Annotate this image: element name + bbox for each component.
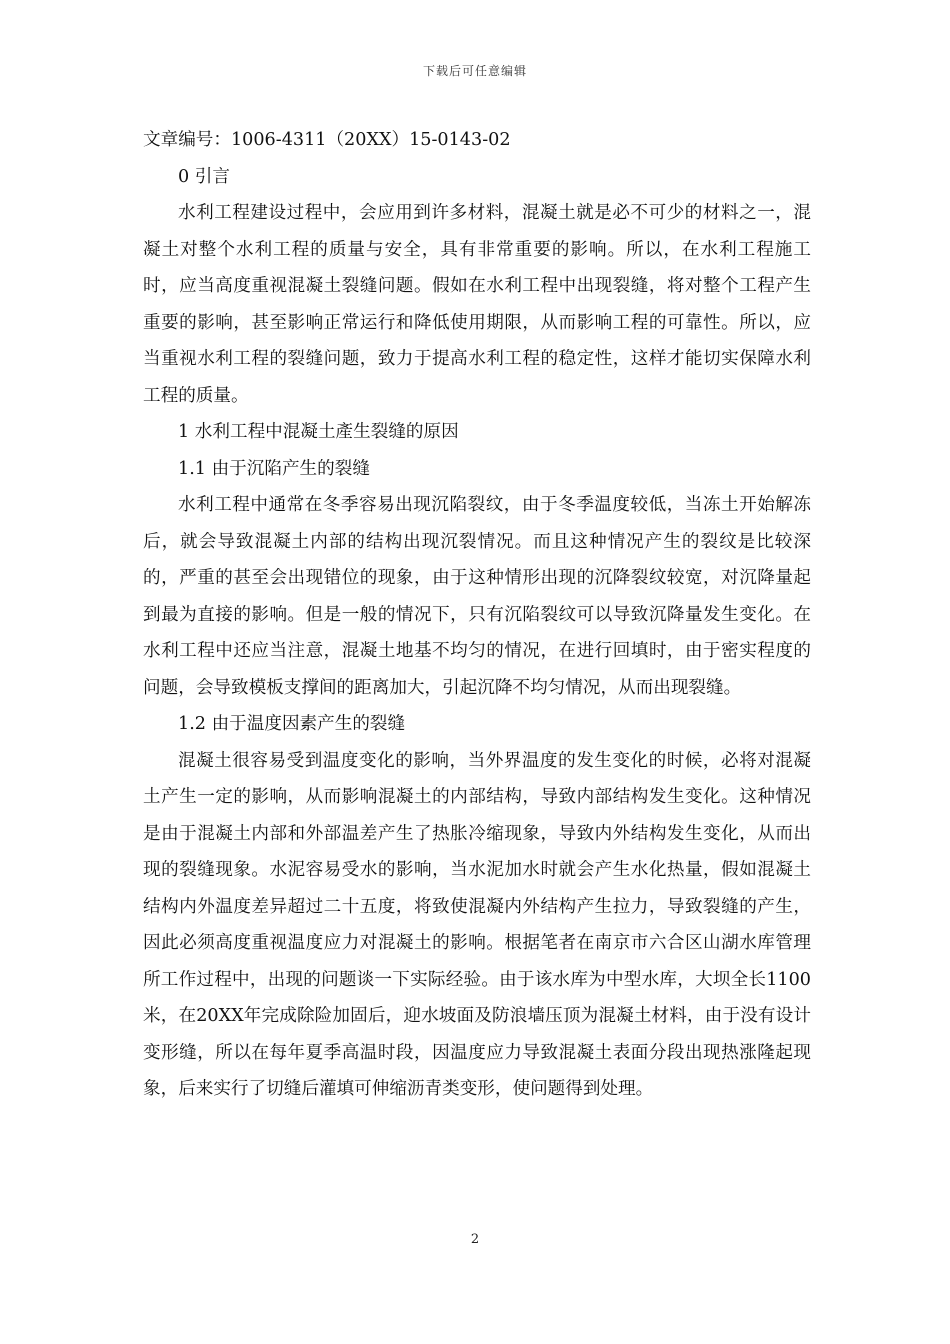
section-1-1-heading: 1.1 由于沉陷产生的裂缝: [178, 458, 370, 479]
page-number: 2: [470, 1232, 480, 1247]
section-0-paragraph: 水利工程建设过程中，会应用到许多材料，混凝土就是必不可少的材料之一，混凝土对整个水利工程的质量与安全，具有非常重要的影响。所以，在水利工程施工时，应当高度重视混凝土裂缝问题。假如在水利工程中出现裂缝，将对整个工程产生重要的影响，甚至影响正常运行和降低使用期限，从而影响工程的可靠性。所以，应当重视水利工程的裂缝问题，致力于提高水利工程的稳定性，这样才能切实保障水利工程的质量。: [143, 203, 811, 406]
article-body: [143, 122, 811, 1108]
section-1-1-paragraph: 水利工程中通常在冬季容易出现沉陷裂纹，由于冬季温度较低，当冻土开始解冻后，就会导致混凝土内部的结构出现沉裂情况。而且这种情况产生的裂纹是比较深的，严重的甚至会出现错位的现象，由于这种情形出现的沉降裂纹较宽，对沉降量起到最为直接的影响。但是一般的情况下，只有沉陷裂纹可以导致沉降量发生变化。在水利工程中还应当注意，混凝土地基不均匀的情况，在进行回填时，由于密实程度的问题，会导致模板支撑间的距离加大，引起沉降不均匀情况，从而出现裂缝。: [143, 495, 811, 698]
section-1-2-paragraph: 混凝土很容易受到温度变化的影响，当外界温度的发生变化的时候，必将对混凝土产生一定的影响，从而影响混凝土的内部结构，导致内部结构发生变化。这种情况是由于混凝土内部和外部温差产生了热胀冷缩现象，导致内外结构发生变化，从而出现的裂缝现象。水泥容易受水的影响，当水泥加水时就会产生水化热量，假如混凝土结构内外温度差异超过二十五度，将致使混凝内外结构产生拉力，导致裂缝的产生，因此必须高度重视温度应力对混凝土的影响。根据笔者在南京市六合区山湖水库管理所工作过程中，出现的问题谈一下实际经验。由于该水库为中型水库，大坝全长1100米，在20XX年完成除险加固后，迎水坡面及防浪墙压顶为混凝土材料，由于没有设计变形缝，所以在每年夏季高温时段，因温度应力导致混凝土表面分段出现热涨隆起现象，后来实行了切缝后灌填可伸缩沥青类变形，使问题得到处理。: [143, 750, 811, 1099]
article-number-line: 文章编号：1006-4311（20XX）15-0143-02: [143, 130, 511, 150]
header-note: 下载后可任意编辑: [422, 64, 527, 78]
section-1-2-heading: 1.2 由于温度因素产生的裂缝: [178, 714, 406, 734]
section-1-heading: 1 水利工程中混凝土產生裂缝的原因: [178, 422, 459, 442]
section-0-heading: 0 引言: [178, 166, 230, 187]
